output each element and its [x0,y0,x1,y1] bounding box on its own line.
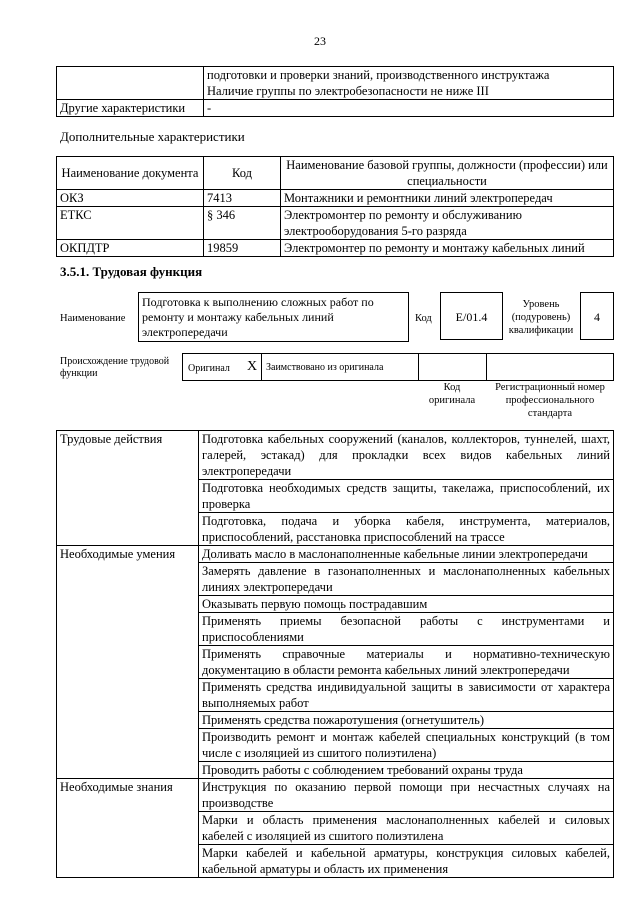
top-table-empty-cell [57,67,204,100]
list-item: Оказывать первую помощь пострадавшим [199,596,614,613]
other-characteristics-label: Другие характеристики [57,100,204,117]
top-table-text-cell [204,67,614,100]
list-item: Марки кабелей и кабельной арматуры, конструкция силовых кабелей, кабельной арматуры и область их применения [199,845,614,878]
list-item: Подготовка необходимых средств защиты, такелажа, приспособлений, их проверка [199,480,614,513]
table-cell: ЕТКС [57,207,204,240]
column-header-group: Наименование базовой группы, должности (профессии) или специальности [281,157,614,190]
list-item: Применять средства пожаротушения (огнетушитель) [199,712,614,729]
list-item: Замерять давление в газонаполненных и маслонаполненных кабельных линиях электропередачи [199,563,614,596]
table-cell: 19859 [204,240,281,257]
table-cell: Электромонтер по ремонту и обслуживанию электрооборудования 5-го разряда [281,207,614,240]
other-characteristics-value: - [204,100,614,117]
list-item: Проводить работы с соблюдением требований охраны труда [199,762,614,779]
name-label: Наименование [60,313,126,324]
column-header-document: Наименование документа [57,157,204,190]
original-mark: X [247,359,258,374]
additional-heading: Дополнительные характеристики [60,129,245,144]
additional-table [56,156,614,257]
table-cell: 7413 [204,190,281,207]
origin-original-box [182,353,262,381]
main-table [56,430,614,878]
origin-label: Происхождение трудовой функции [60,356,170,379]
level-value: 4 [594,310,600,324]
code-caption: Код оригинала [428,382,476,406]
table-cell: Монтажники и ремонтники линий электропередач [281,190,614,207]
function-name: Подготовка к выполнению сложных работ по ремонту и монтажу кабельных линий электропередачи [142,295,374,339]
origin-code-box [418,353,487,381]
list-item: Применять справочные материалы и нормативно-техническую документацию в области ремонта кабельных линий электропередачи [199,646,614,679]
table-cell: ОКЗ [57,190,204,207]
list-item: Марки и область применения маслонаполненных кабелей и силовых кабелей с изоляцией из сшитого полиэтилена [199,812,614,845]
top-table-line: подготовки и проверки знаний, производственного инструктажа [207,68,550,82]
reg-caption: Регистрационный номер профессионального стандарта [495,382,605,419]
list-item: Инструкция по оказанию первой помощи при несчастных случаях на производстве [199,779,614,812]
top-table-line: Наличие группы по электробезопасности не ниже III [207,84,489,98]
top-table [56,66,614,117]
origin-borrowed-box [261,353,419,381]
borrowed-label: Заимствовано из оригинала [266,362,384,373]
table-cell: Электромонтер по ремонту и монтажу кабельных линий [281,240,614,257]
function-name-box [138,292,409,342]
list-item: Доливать масло в маслонаполненные кабельные линии электропередачи [199,546,614,563]
table-cell: ОКПДТР [57,240,204,257]
function-code: E/01.4 [455,310,488,324]
level-label: Уровень (подуровень) квалификации [508,299,574,336]
list-item: Применять приемы безопасной работы с инструментами и приспособлениями [199,613,614,646]
section-heading: 3.5.1. Трудовая функция [60,264,203,279]
list-item: Подготовка кабельных сооружений (каналов, коллекторов, туннелей, шахт, галерей, эстакад) для прокладки всех видов кабельных линий электропередачи [199,431,614,480]
code-label: Код [415,313,432,324]
origin-reg-box [486,353,614,381]
level-box [580,292,614,340]
section-label: Необходимые умения [57,546,199,779]
list-item: Подготовка, подача и уборка кабеля, инструмента, материалов, приспособлений, расстановка приспособлений на трассе [199,513,614,546]
section-label: Необходимые знания [57,779,199,878]
column-header-code: Код [204,157,281,190]
original-label: Оригинал [188,363,230,374]
list-item: Производить ремонт и монтаж кабелей специальных конструкций (в том числе с изоляцией из сшитого полиэтилена) [199,729,614,762]
table-cell: § 346 [204,207,281,240]
page-number: 23 [314,34,326,48]
function-code-box [440,292,503,340]
list-item: Применять средства индивидуальной защиты в зависимости от характера выполняемых работ [199,679,614,712]
section-label: Трудовые действия [57,431,199,546]
